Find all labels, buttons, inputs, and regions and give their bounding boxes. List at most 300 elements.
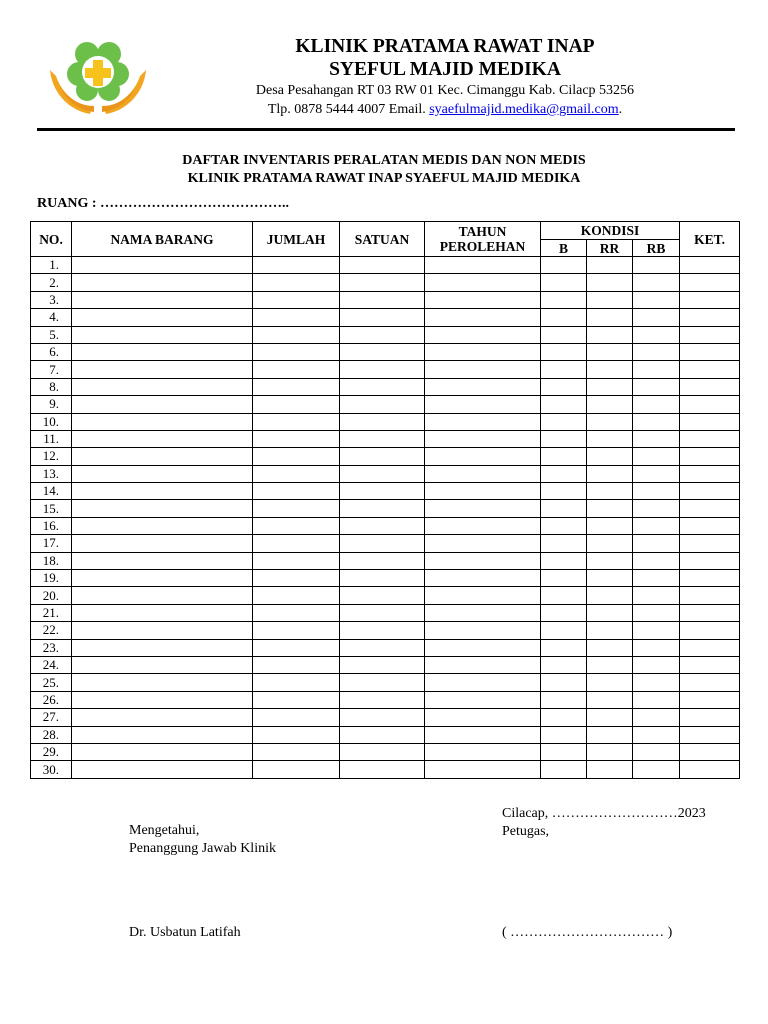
row-number: 19. [31,570,72,587]
cell-kondisi-b[interactable] [541,430,587,447]
cell-kondisi-rb[interactable] [633,674,680,691]
cell-nama-barang[interactable] [72,726,253,743]
cell-satuan[interactable] [340,257,425,274]
cell-tahun-perolehan[interactable] [425,604,541,621]
cell-tahun-perolehan[interactable] [425,430,541,447]
cell-nama-barang[interactable] [72,535,253,552]
cell-tahun-perolehan[interactable] [425,726,541,743]
cell-satuan[interactable] [340,465,425,482]
cell-kondisi-rr[interactable] [587,309,633,326]
cell-jumlah[interactable] [253,413,340,430]
cell-nama-barang[interactable] [72,343,253,360]
cell-kondisi-rr[interactable] [587,465,633,482]
clinic-contact [200,101,690,119]
cell-tahun-perolehan[interactable] [425,691,541,708]
table-row [31,309,740,326]
table-row [31,709,740,726]
cell-satuan[interactable] [340,709,425,726]
cell-nama-barang[interactable] [72,587,253,604]
cell-tahun-perolehan[interactable] [425,761,541,778]
row-number: 2. [31,274,72,291]
cell-satuan[interactable] [340,674,425,691]
cell-kondisi-rb[interactable] [633,570,680,587]
cell-kondisi-rb[interactable] [633,726,680,743]
cell-kondisi-b[interactable] [541,639,587,656]
table-row [31,726,740,743]
cell-kondisi-b[interactable] [541,552,587,569]
cell-kondisi-rr[interactable] [587,343,633,360]
cell-kondisi-rb[interactable] [633,639,680,656]
cell-ket[interactable] [680,535,740,552]
cell-jumlah[interactable] [253,500,340,517]
cell-ket[interactable] [680,361,740,378]
cell-tahun-perolehan[interactable] [425,743,541,760]
cell-kondisi-rr[interactable] [587,274,633,291]
cell-jumlah[interactable] [253,674,340,691]
cell-satuan[interactable] [340,622,425,639]
cell-satuan[interactable] [340,604,425,621]
cell-kondisi-rb[interactable] [633,761,680,778]
cell-tahun-perolehan[interactable] [425,257,541,274]
cell-ket[interactable] [680,691,740,708]
cell-kondisi-rr[interactable] [587,291,633,308]
cell-kondisi-b[interactable] [541,378,587,395]
cell-tahun-perolehan[interactable] [425,413,541,430]
cell-ket[interactable] [680,274,740,291]
row-number: 26. [31,691,72,708]
table-row [31,691,740,708]
cell-ket[interactable] [680,448,740,465]
table-row [31,396,740,413]
cell-jumlah[interactable] [253,656,340,673]
cell-nama-barang[interactable] [72,604,253,621]
cell-kondisi-rr[interactable] [587,483,633,500]
header-nama-barang: NAMA BARANG [72,222,253,257]
cell-satuan[interactable] [340,587,425,604]
cell-jumlah[interactable] [253,343,340,360]
cell-kondisi-rr[interactable] [587,709,633,726]
table-row [31,604,740,621]
cell-satuan[interactable] [340,639,425,656]
header-tahun-perolehan [425,222,541,257]
cell-kondisi-b[interactable] [541,517,587,534]
cell-nama-barang[interactable] [72,257,253,274]
ruang-field: RUANG : ………………………………….. [37,196,289,211]
cell-kondisi-rb[interactable] [633,413,680,430]
document-title-line2: KLINIK PRATAMA RAWAT INAP SYAEFUL MAJID MEDIKA [187,171,581,186]
cell-ket[interactable] [680,622,740,639]
table-row [31,465,740,482]
cell-satuan[interactable] [340,726,425,743]
cell-kondisi-rb[interactable] [633,343,680,360]
cell-satuan[interactable] [340,552,425,569]
cell-jumlah[interactable] [253,361,340,378]
cell-tahun-perolehan[interactable] [425,639,541,656]
cell-kondisi-rb[interactable] [633,274,680,291]
cell-kondisi-rr[interactable] [587,656,633,673]
cell-satuan[interactable] [340,291,425,308]
cell-kondisi-b[interactable] [541,291,587,308]
cell-jumlah[interactable] [253,552,340,569]
cell-ket[interactable] [680,639,740,656]
cell-nama-barang[interactable] [72,361,253,378]
cell-kondisi-b[interactable] [541,674,587,691]
cell-kondisi-b[interactable] [541,535,587,552]
cell-nama-barang[interactable] [72,622,253,639]
cell-jumlah[interactable] [253,743,340,760]
cell-jumlah[interactable] [253,535,340,552]
cell-ket[interactable] [680,343,740,360]
cell-kondisi-b[interactable] [541,257,587,274]
cell-kondisi-rb[interactable] [633,587,680,604]
table-row [31,291,740,308]
cell-jumlah[interactable] [253,378,340,395]
cell-jumlah[interactable] [253,604,340,621]
cell-jumlah[interactable] [253,691,340,708]
cell-tahun-perolehan[interactable] [425,552,541,569]
cell-tahun-perolehan[interactable] [425,483,541,500]
cell-kondisi-b[interactable] [541,396,587,413]
cell-kondisi-b[interactable] [541,361,587,378]
cell-kondisi-rb[interactable] [633,500,680,517]
place-date: Cilacap, ………………………2023 [502,806,706,821]
cell-satuan[interactable] [340,396,425,413]
cell-nama-barang[interactable] [72,500,253,517]
header-b: B [541,240,587,257]
cell-kondisi-rb[interactable] [633,465,680,482]
inventory-table-body [31,257,740,779]
cell-tahun-perolehan[interactable] [425,378,541,395]
cell-kondisi-rr[interactable] [587,361,633,378]
table-row [31,413,740,430]
cell-kondisi-rr[interactable] [587,622,633,639]
cell-tahun-perolehan[interactable] [425,709,541,726]
header-jumlah: JUMLAH [253,222,340,257]
cell-kondisi-rb[interactable] [633,656,680,673]
cell-ket[interactable] [680,517,740,534]
cell-tahun-perolehan[interactable] [425,570,541,587]
cell-jumlah[interactable] [253,726,340,743]
cell-tahun-perolehan[interactable] [425,622,541,639]
table-row [31,517,740,534]
cell-satuan[interactable] [340,500,425,517]
cell-kondisi-rb[interactable] [633,691,680,708]
table-row [31,257,740,274]
cell-ket[interactable] [680,413,740,430]
clinic-logo-icon [46,36,150,118]
header-divider [37,128,735,131]
cell-kondisi-rr[interactable] [587,691,633,708]
row-number: 6. [31,343,72,360]
row-number: 4. [31,309,72,326]
cell-nama-barang[interactable] [72,743,253,760]
cell-kondisi-rr[interactable] [587,587,633,604]
table-row [31,656,740,673]
cell-tahun-perolehan[interactable] [425,291,541,308]
cell-jumlah[interactable] [253,761,340,778]
cell-kondisi-rb[interactable] [633,291,680,308]
cell-tahun-perolehan[interactable] [425,656,541,673]
cell-kondisi-rb[interactable] [633,361,680,378]
cell-kondisi-b[interactable] [541,274,587,291]
cell-satuan[interactable] [340,535,425,552]
row-number: 23. [31,639,72,656]
table-row [31,570,740,587]
cell-kondisi-rr[interactable] [587,604,633,621]
cell-kondisi-b[interactable] [541,691,587,708]
cell-kondisi-b[interactable] [541,587,587,604]
cell-satuan[interactable] [340,361,425,378]
cell-nama-barang[interactable] [72,326,253,343]
cell-satuan[interactable] [340,483,425,500]
cell-kondisi-rb[interactable] [633,604,680,621]
cell-ket[interactable] [680,709,740,726]
cell-kondisi-rb[interactable] [633,430,680,447]
cell-tahun-perolehan[interactable] [425,500,541,517]
cell-tahun-perolehan[interactable] [425,309,541,326]
cell-ket[interactable] [680,430,740,447]
cell-satuan[interactable] [340,326,425,343]
cell-satuan[interactable] [340,378,425,395]
cell-ket[interactable] [680,326,740,343]
cell-jumlah[interactable] [253,396,340,413]
cell-tahun-perolehan[interactable] [425,343,541,360]
cell-kondisi-rb[interactable] [633,326,680,343]
cell-jumlah[interactable] [253,622,340,639]
cell-satuan[interactable] [340,430,425,447]
cell-kondisi-rr[interactable] [587,535,633,552]
cell-kondisi-b[interactable] [541,656,587,673]
cell-kondisi-rb[interactable] [633,448,680,465]
cell-nama-barang[interactable] [72,674,253,691]
cell-kondisi-rr[interactable] [587,500,633,517]
cell-tahun-perolehan[interactable] [425,326,541,343]
table-row [31,639,740,656]
petugas-label: Petugas, [502,824,550,839]
cell-jumlah[interactable] [253,709,340,726]
cell-tahun-perolehan[interactable] [425,396,541,413]
cell-tahun-perolehan[interactable] [425,274,541,291]
table-row [31,587,740,604]
cell-jumlah[interactable] [253,448,340,465]
cell-ket[interactable] [680,743,740,760]
cell-nama-barang[interactable] [72,570,253,587]
cell-nama-barang[interactable] [72,517,253,534]
cell-ket[interactable] [680,761,740,778]
cell-ket[interactable] [680,309,740,326]
cell-nama-barang[interactable] [72,483,253,500]
cell-kondisi-rr[interactable] [587,743,633,760]
cell-satuan[interactable] [340,570,425,587]
petugas-name: ( …………………………… ) [502,925,673,940]
row-number: 30. [31,761,72,778]
penanggung-jawab-label: Penanggung Jawab Klinik [129,841,276,856]
cell-satuan[interactable] [340,448,425,465]
cell-kondisi-b[interactable] [541,326,587,343]
row-number: 25. [31,674,72,691]
cell-kondisi-b[interactable] [541,413,587,430]
cell-ket[interactable] [680,396,740,413]
cell-kondisi-rr[interactable] [587,413,633,430]
cell-kondisi-b[interactable] [541,709,587,726]
cell-ket[interactable] [680,552,740,569]
row-number: 13. [31,465,72,482]
cell-nama-barang[interactable] [72,448,253,465]
cell-ket[interactable] [680,500,740,517]
cell-tahun-perolehan[interactable] [425,674,541,691]
cell-satuan[interactable] [340,517,425,534]
cell-ket[interactable] [680,604,740,621]
cell-jumlah[interactable] [253,309,340,326]
cell-kondisi-rb[interactable] [633,552,680,569]
cell-jumlah[interactable] [253,291,340,308]
cell-kondisi-rb[interactable] [633,517,680,534]
cell-nama-barang[interactable] [72,639,253,656]
contact-suffix: . [618,102,623,117]
cell-tahun-perolehan[interactable] [425,535,541,552]
cell-kondisi-b[interactable] [541,343,587,360]
cell-nama-barang[interactable] [72,656,253,673]
cell-nama-barang[interactable] [72,709,253,726]
cell-kondisi-rr[interactable] [587,430,633,447]
mengetahui-label: Mengetahui, [129,823,200,838]
cell-kondisi-b[interactable] [541,761,587,778]
cell-nama-barang[interactable] [72,291,253,308]
document-title-line1: DAFTAR INVENTARIS PERALATAN MEDIS DAN NON MEDIS [182,153,586,168]
table-row [31,761,740,778]
cell-satuan[interactable] [340,761,425,778]
cell-kondisi-rr[interactable] [587,761,633,778]
cell-tahun-perolehan[interactable] [425,587,541,604]
cell-nama-barang[interactable] [72,430,253,447]
cell-ket[interactable] [680,378,740,395]
cell-kondisi-b[interactable] [541,622,587,639]
cell-satuan[interactable] [340,691,425,708]
cell-nama-barang[interactable] [72,465,253,482]
cell-kondisi-b[interactable] [541,743,587,760]
cell-satuan[interactable] [340,274,425,291]
cell-kondisi-b[interactable] [541,483,587,500]
cell-tahun-perolehan[interactable] [425,448,541,465]
cell-kondisi-rr[interactable] [587,517,633,534]
cell-nama-barang[interactable] [72,413,253,430]
cell-kondisi-rb[interactable] [633,257,680,274]
cell-jumlah[interactable] [253,274,340,291]
cell-jumlah[interactable] [253,465,340,482]
cell-nama-barang[interactable] [72,378,253,395]
cell-kondisi-rr[interactable] [587,378,633,395]
table-row [31,500,740,517]
cell-satuan[interactable] [340,309,425,326]
cell-nama-barang[interactable] [72,309,253,326]
row-number: 24. [31,656,72,673]
cell-kondisi-rb[interactable] [633,378,680,395]
row-number: 11. [31,430,72,447]
header-no: NO. [31,222,72,257]
cell-ket[interactable] [680,570,740,587]
cell-jumlah[interactable] [253,639,340,656]
cell-tahun-perolehan[interactable] [425,465,541,482]
cell-kondisi-b[interactable] [541,570,587,587]
cell-kondisi-rr[interactable] [587,570,633,587]
cell-kondisi-rb[interactable] [633,743,680,760]
cell-kondisi-rb[interactable] [633,709,680,726]
cell-kondisi-b[interactable] [541,500,587,517]
row-number: 21. [31,604,72,621]
cell-ket[interactable] [680,257,740,274]
cell-kondisi-rr[interactable] [587,674,633,691]
cell-nama-barang[interactable] [72,396,253,413]
cell-kondisi-rr[interactable] [587,448,633,465]
table-row [31,483,740,500]
cell-kondisi-rb[interactable] [633,396,680,413]
cell-jumlah[interactable] [253,326,340,343]
cell-kondisi-rb[interactable] [633,309,680,326]
cell-ket[interactable] [680,726,740,743]
cell-kondisi-b[interactable] [541,604,587,621]
row-number: 27. [31,709,72,726]
row-number: 20. [31,587,72,604]
cell-ket[interactable] [680,674,740,691]
row-number: 12. [31,448,72,465]
cell-ket[interactable] [680,291,740,308]
cell-jumlah[interactable] [253,570,340,587]
cell-kondisi-b[interactable] [541,448,587,465]
cell-ket[interactable] [680,587,740,604]
cell-jumlah[interactable] [253,587,340,604]
cell-kondisi-rr[interactable] [587,552,633,569]
inventory-table [30,221,740,779]
cell-kondisi-b[interactable] [541,726,587,743]
row-number: 14. [31,483,72,500]
header-kondisi: KONDISI [541,222,680,240]
row-number: 3. [31,291,72,308]
cell-ket[interactable] [680,465,740,482]
clinic-name-line2: SYEFUL MAJID MEDIKA [329,59,561,80]
table-row [31,552,740,569]
cell-nama-barang[interactable] [72,552,253,569]
cell-jumlah[interactable] [253,483,340,500]
cell-satuan[interactable] [340,343,425,360]
row-number: 1. [31,257,72,274]
cell-jumlah[interactable] [253,257,340,274]
cell-satuan[interactable] [340,656,425,673]
cell-kondisi-rr[interactable] [587,726,633,743]
cell-satuan[interactable] [340,743,425,760]
cell-tahun-perolehan[interactable] [425,517,541,534]
cell-kondisi-b[interactable] [541,465,587,482]
cell-kondisi-rb[interactable] [633,535,680,552]
cell-kondisi-rr[interactable] [587,639,633,656]
cell-kondisi-rb[interactable] [633,622,680,639]
cell-tahun-perolehan[interactable] [425,361,541,378]
cell-kondisi-rr[interactable] [587,257,633,274]
cell-kondisi-rr[interactable] [587,396,633,413]
cell-ket[interactable] [680,483,740,500]
cell-kondisi-b[interactable] [541,309,587,326]
email-link[interactable]: syaefulmajid.medika@gmail.com [429,102,619,117]
cell-jumlah[interactable] [253,430,340,447]
cell-nama-barang[interactable] [72,761,253,778]
cell-satuan[interactable] [340,413,425,430]
cell-kondisi-rb[interactable] [633,483,680,500]
cell-nama-barang[interactable] [72,691,253,708]
cell-ket[interactable] [680,656,740,673]
cell-jumlah[interactable] [253,517,340,534]
cell-nama-barang[interactable] [72,274,253,291]
table-row [31,674,740,691]
cell-kondisi-rr[interactable] [587,326,633,343]
